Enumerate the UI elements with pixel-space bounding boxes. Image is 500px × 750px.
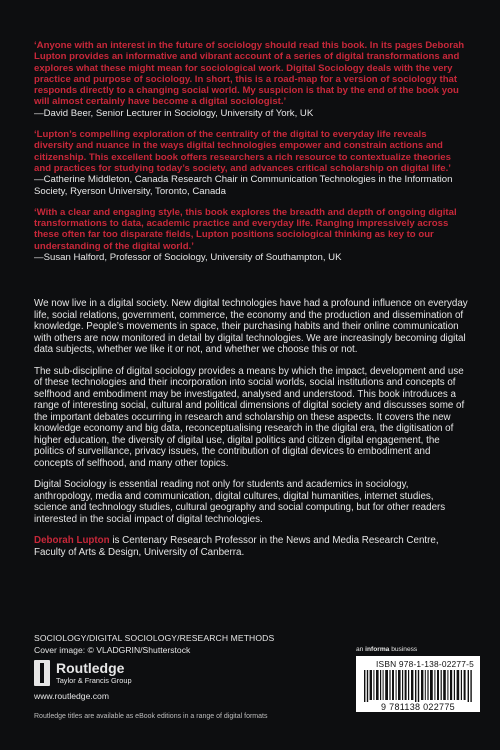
description-paragraph: Digital Sociology is essential reading not only for students and academics in sociology, anthropology, media and communication, digital cultures, digital humanities, internet studies, science and technology studies, cultural geography and social computing, but for other readers interested in the social impact of digital technologies.	[34, 479, 446, 525]
author-name: Deborah Lupton	[34, 535, 110, 546]
publisher-name: Routledge	[56, 660, 125, 676]
barcode-icon	[364, 670, 472, 702]
ebook-note: Routledge titles are available as eBook editions in a range of digital formats	[34, 713, 268, 720]
publisher-website: www.routledge.com	[34, 691, 109, 701]
isbn-number: ISBN 978-1-138-02277-5	[376, 659, 474, 669]
author-bio-text: is Centenary Research Professor in the News and Media Research Centre, Faculty of Arts & Design, University of Canberra.	[34, 535, 439, 558]
quote-attribution: —David Beer, Senior Lecturer in Sociology, University of York, UK	[34, 107, 314, 119]
endorsement-quote	[34, 207, 468, 263]
author-bio	[34, 535, 468, 558]
description-paragraph: We now live in a digital society. New digital technologies have had a profound influence on everyday life, social relations, government, commerce, the economy and the production and dissemination of knowledge. People’s movements in space, their purchasing habits and their online communication with others are now monitored in detail by digital technologies. We are increasingly becoming digital data subjects, whether we like it or not, and whether we choose this or not.	[34, 298, 468, 355]
endorsement-quotes	[34, 40, 468, 273]
routledge-logo-icon	[34, 660, 50, 686]
quote-attribution: —Susan Halford, Professor of Sociology, University of Southampton, UK	[34, 252, 342, 264]
quote-text: ‘Lupton’s compelling exploration of the centrality of the digital to everyday life reveals diversity and nuance in the ways digital technologies empower and constrain actions and citizenship. This excellent book offers researchers a rich resource to contextualize theories and practices for studying today’s society, and advances critical scholarship on digital life.’	[34, 129, 451, 174]
informa-prefix: an	[356, 646, 366, 653]
informa-suffix: business	[389, 646, 418, 653]
endorsement-quote	[34, 129, 468, 197]
book-description	[34, 298, 468, 568]
publisher-group: Taylor & Francis Group	[56, 676, 132, 685]
subject-categories: SOCIOLOGY/DIGITAL SOCIOLOGY/RESEARCH METHODS	[34, 633, 275, 643]
quote-text: ‘With a clear and engaging style, this book explores the breadth and depth of ongoing digital transformations to data, academic practice and everyday life. Ranging impressively across these often far too disparate fields, Lupton positions sociological thinking as key to our understanding of the digital world.’	[34, 206, 457, 252]
description-paragraph: The sub-discipline of digital sociology provides a means by which the impact, development and use of these technologies and their incorporation into social worlds, social institutions and concepts of selfhood and embodiment may be investigated, analysed and understood. This book introduces a range of interesting social, cultural and political dimensions of digital society and discusses some of the important debates occurring in research and scholarship on these aspects. It covers the new knowledge economy and big data, reconceptualising research in the digital era, the digitisation of higher education, the diversity of digital use, digital politics and citizen digital engagement, the politics of surveillance, privacy issues, the contribution of digital devices to embodiment and concepts of selfhood, and many other topics.	[34, 365, 465, 469]
quote-attribution: —Catherine Middleton, Canada Research Chair in Communication Technologies in the Information Society, Ryerson University, Toronto, Canada	[34, 174, 453, 197]
cover-image-credit: Cover image: © VLADGRIN/Shutterstock	[34, 645, 191, 655]
publisher-logo	[34, 660, 194, 686]
informa-brand: informa	[365, 646, 390, 653]
barcode-number: 9 781138 022775	[381, 702, 455, 712]
quote-text: ‘Anyone with an interest in the future of sociology should read this book. In its pages Deborah Lupton provides an informative and vibrant account of a series of digital transformations and explores what these might mean for sociological work. Digital Sociology deals with the very practice and purpose of sociology. In short, this is a road-map for a version of sociology that responds directly to a changing social world. My suspicion is that by the end of the book you will almost certainly have become a digital sociologist.’	[34, 40, 465, 108]
informa-business-label	[356, 646, 417, 653]
isbn-barcode	[356, 656, 480, 712]
endorsement-quote	[34, 40, 468, 119]
